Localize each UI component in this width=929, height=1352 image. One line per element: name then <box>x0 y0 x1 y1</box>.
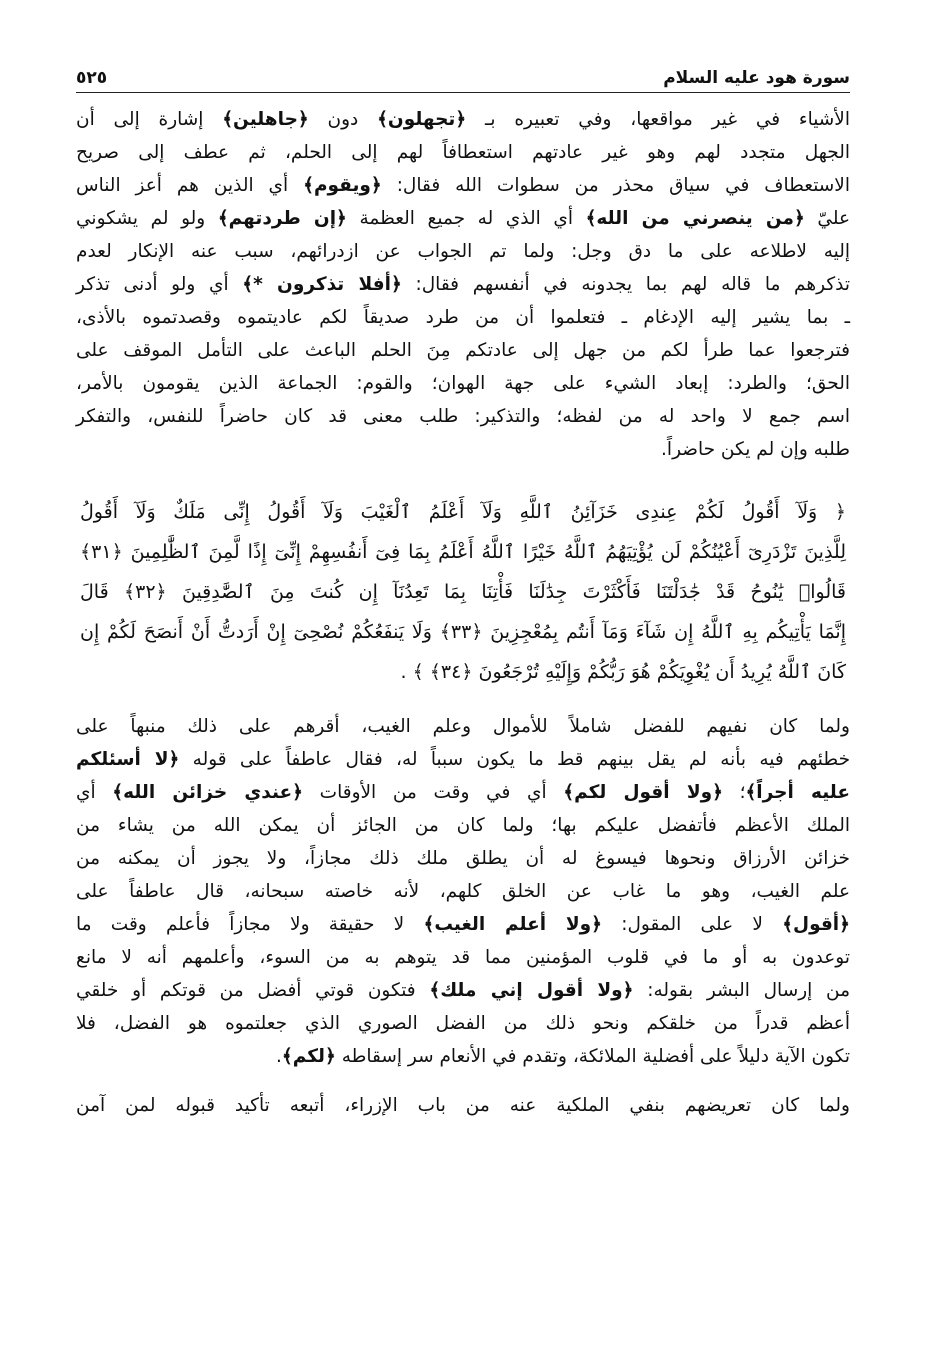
text-segment: اسم جمع لا واحد له من لفظه؛ والتذكير: طلب معنى قد كان حاضراً للنفس، والتفكر <box>76 406 850 427</box>
text-segment: تذكرهم ما قاله لهم بما يجدونه في أنفسهم فقال: <box>401 274 850 295</box>
page-number: ٥٢٥ <box>76 68 108 88</box>
text-segment: ﴿ وَلَآ أَقُولُ لَكُمْ عِندِى خَزَآئِنُ ٱللَّهِ وَلَآ أَعْلَمُ ٱلْغَيْبَ وَلَآ أَقُولُ إِنِّى مَلَكٌ وَلَآ أَقُولُ <box>80 501 846 523</box>
text-segment: أي <box>76 782 113 803</box>
text-line <box>76 908 850 941</box>
quoted-phrase: ﴿إن طردتهم﴾ <box>217 208 347 229</box>
text-line <box>76 136 850 169</box>
quoted-phrase: ﴿لا أسئلكم <box>76 749 180 770</box>
text-line <box>80 612 846 652</box>
text-segment: ولو لم يشكوني <box>76 208 218 229</box>
text-segment: أي ولو أدنى تذكر <box>76 274 243 295</box>
text-line <box>76 301 850 334</box>
text-line <box>76 809 850 842</box>
text-segment: طلبه وإن لم يكن حاضراً. <box>661 439 850 460</box>
text-line <box>76 103 850 136</box>
text-segment: عليّ <box>804 208 850 229</box>
text-line <box>76 235 850 268</box>
text-segment: تكون الآية دليلاً على أفضلية الملائكة، وتقدم في الأنعام سر إسقاطه <box>335 1046 850 1067</box>
text-line <box>76 400 850 433</box>
chapter-title: سورة هود عليه السلام <box>663 68 850 88</box>
running-header <box>76 58 850 93</box>
text-segment: . <box>276 1046 282 1067</box>
text-segment: دون <box>308 109 378 130</box>
text-line <box>76 842 850 875</box>
text-segment: ـ بما يشير إليه الإدغام ـ فتعلموا أن من طرد صديقاً لكم عاديتموه وقصدتموه بالأذى، <box>76 307 850 328</box>
text-line <box>80 572 846 612</box>
text-segment: علم الغيب، وهو ما غاب عن الخلق كلهم، لأنه خاصته سبحانه، قال عاطفاً على <box>76 881 850 902</box>
text-segment: الملك الأعظم فأتفضل عليكم بها؛ ولما كان من الجائز أن يمكن الله من يشاء من <box>76 815 850 836</box>
commentary-paragraph <box>76 710 850 1073</box>
text-segment: توعدون به أو ما في قلوب المؤمنين مما قد يتوهم به من السوء، وأعلمهم أنه لا مانع <box>76 947 850 968</box>
text-line <box>76 974 850 1007</box>
text-segment: أي الذي له جميع العظمة <box>346 208 586 229</box>
text-line <box>76 1007 850 1040</box>
quoted-phrase: ﴿ويقوم﴾ <box>303 175 382 196</box>
text-line <box>80 532 846 572</box>
text-segment: فترجعوا عما طرأ لكم من جهل إلى عادتكم مِنَ الحلم الباعث على التأمل الموقف على <box>76 340 850 361</box>
text-line <box>76 202 850 235</box>
text-segment: أعظم قدراً من خلقكم ونحو ذلك من الفضل الصوري الذي جعلتموه هو الفضل، فلا <box>76 1013 850 1034</box>
text-line <box>76 776 850 809</box>
quoted-phrase: ﴿تجهلون﴾ <box>377 109 467 130</box>
quoted-phrase: ﴿ولا أقول إني ملك﴾ <box>429 980 634 1001</box>
text-segment: كَانَ ٱللَّهُ يُرِيدُ أَن يُغْوِيَكُمْ هُوَ رَبُّكُمْ وَإِلَيْهِ تُرْجَعُونَ ﴿٣٤﴾ ﴾ . <box>400 661 846 683</box>
text-segment: لا على المقول: <box>601 914 783 935</box>
commentary-paragraph <box>76 103 850 466</box>
text-line <box>80 652 846 692</box>
text-line <box>76 1089 850 1122</box>
text-segment: قَالُوا۟ يَٰنُوحُ قَدْ جَٰدَلْتَنَا فَأَكْثَرْتَ جِدَٰلَنَا فَأْتِنَا بِمَا تَعِدُنَآ إِن كُنتَ مِنَ ٱلصَّٰدِقِينَ ﴿٣٢﴾ قَالَ <box>80 581 846 603</box>
text-segment: إِنَّمَا يَأْتِيكُم بِهِ ٱللَّهُ إِن شَآءَ وَمَآ أَنتُم بِمُعْجِزِينَ ﴿٣٣﴾ وَلَا يَنفَعُكُمْ نُصْحِىٓ إِنْ أَرَدتُّ أَنْ أَنصَحَ لَكُمْ إِن <box>80 621 846 643</box>
text-segment: إشارة إلى أن <box>76 109 223 130</box>
text-segment: الاستعطاف في سياق محذر من سطوات الله فقال: <box>381 175 850 196</box>
quoted-phrase: ﴿أقول﴾ <box>782 914 850 935</box>
book-page <box>76 58 850 1122</box>
text-line <box>76 367 850 400</box>
text-line <box>76 1040 850 1073</box>
text-segment: الجهل متجدد لهم وهو غير عادتهم استعطافاً لهم إلى الحلم، ثم عطف إلى صريح <box>76 142 850 163</box>
quoted-phrase: ﴿عندي خزائن الله﴾ <box>112 782 304 803</box>
text-line <box>76 268 850 301</box>
text-line <box>76 875 850 908</box>
text-line <box>76 941 850 974</box>
text-line <box>80 492 846 532</box>
quoted-phrase: عليه أجراً﴾ <box>745 782 850 803</box>
text-line <box>76 433 850 466</box>
text-segment: خزائن الأرزاق ونحوها فيسوغ له أن يطلق ملك ذلك مجازاً، ولا يجوز أن يمكنه من <box>76 848 850 869</box>
quoted-phrase: ﴿ولا أعلم الغيب﴾ <box>423 914 602 935</box>
quran-verses-block <box>76 492 850 692</box>
text-segment: ولما كان تعريضهم بنفي الملكية عنه من باب الإزراء، أتبعه تأكيد قبوله لمن آمن <box>76 1095 850 1116</box>
text-segment: إليه لاطلاعه على ما دق وجل: ولما تم الجواب عن ازدرائهم، سبب عنه الإنكار لعدم <box>76 241 850 262</box>
text-segment: ولما كان نفيهم للفضل شاملاً للأموال وعلم الغيب، أقرهم على ذلك منبهاً على <box>76 716 850 737</box>
commentary-paragraph <box>76 1089 850 1122</box>
text-segment: الأشياء في غير مواقعها، وفي تعبيره بـ <box>466 109 850 130</box>
text-segment: أي الذين هم أعز الناس <box>76 175 304 196</box>
text-segment: أي في وقت من الأوقات <box>303 782 564 803</box>
quoted-phrase: ﴿أفلا تذكرون *﴾ <box>242 274 402 295</box>
text-line <box>76 710 850 743</box>
quoted-phrase: ﴿لكم﴾ <box>281 1046 336 1067</box>
text-line <box>76 169 850 202</box>
text-line <box>76 743 850 776</box>
text-segment: لا حقيقة ولا مجازاً فأعلم وقت ما <box>76 914 424 935</box>
text-segment: فتكون قوتي أفضل من قوتكم أو خلقي <box>76 980 430 1001</box>
text-line <box>76 334 850 367</box>
text-segment: الحق؛ والطرد: إبعاد الشيء على جهة الهوان؛ والقوم: الجماعة الذين يقومون بالأمر، <box>76 373 850 394</box>
text-segment: لِلَّذِينَ تَزْدَرِىٓ أَعْيُنُكُمْ لَن يُؤْتِيَهُمُ ٱللَّهُ خَيْرًا ٱللَّهُ أَعْلَمُ بِمَا فِىٓ أَنفُسِهِمْ إِنِّىٓ إِذًا لَّمِنَ ٱلظَّٰلِمِينَ ﴿٣١﴾ <box>80 541 846 563</box>
text-segment: ؛ <box>722 782 746 803</box>
quoted-phrase: ﴿جاهلين﴾ <box>222 109 309 130</box>
quoted-phrase: ﴿ولا أقول لكم﴾ <box>563 782 723 803</box>
text-segment: خطئهم فيه بأنه لم يقل بينهم قط ما يكون سبباً له، فقال عاطفاً على قوله <box>179 749 851 770</box>
text-segment: من إرسال البشر بقوله: <box>633 980 850 1001</box>
quoted-phrase: ﴿من ينصرني من الله﴾ <box>585 208 805 229</box>
